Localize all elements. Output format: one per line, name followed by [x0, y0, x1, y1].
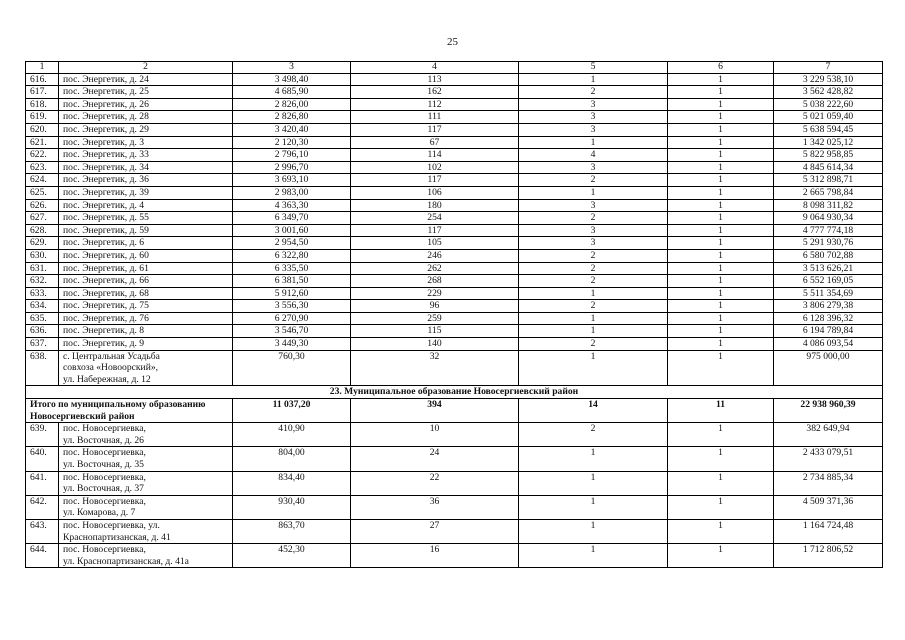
col5-cell: 2 — [519, 275, 668, 288]
cost-cell: 4 845 614,34 — [774, 161, 883, 174]
table-row — [26, 338, 883, 351]
address-cell-line: пос. Новосергиевка, — [63, 495, 146, 507]
col6-cell: 1 — [668, 73, 774, 86]
table-row — [26, 86, 883, 99]
col6-cell: 1 — [668, 544, 774, 568]
column-number: 4 — [351, 62, 519, 74]
residents-cell: 117 — [351, 123, 519, 136]
row-number: 629. — [26, 237, 59, 250]
col6-cell: 1 — [668, 212, 774, 225]
col5-cell: 3 — [519, 237, 668, 250]
col5-cell: 2 — [519, 174, 668, 187]
area-cell: 863,70 — [233, 519, 351, 543]
address-cell: пос. Энергетик, д. 28 — [59, 111, 233, 124]
area-cell: 6 349,70 — [233, 212, 351, 225]
col5-cell: 1 — [519, 544, 668, 568]
row-number: 619. — [26, 111, 59, 124]
column-number: 3 — [233, 62, 351, 74]
table-row — [26, 123, 883, 136]
cost-cell: 975 000,00 — [774, 350, 883, 386]
cost-cell: 5 021 059,40 — [774, 111, 883, 124]
residents-cell: 254 — [351, 212, 519, 225]
residents-cell: 140 — [351, 338, 519, 351]
cost-cell: 1 712 806,52 — [774, 544, 883, 568]
address-cell: пос. Энергетик, д. 24 — [59, 73, 233, 86]
address-cell: пос. Энергетик, д. 34 — [59, 161, 233, 174]
col6-cell: 1 — [668, 300, 774, 313]
row-number: 620. — [26, 123, 59, 136]
area-cell: 2 796,10 — [233, 149, 351, 162]
cost-cell: 3 513 626,21 — [774, 262, 883, 275]
col6-cell: 1 — [668, 249, 774, 262]
col5-cell: 2 — [519, 212, 668, 225]
total-col5: 14 — [519, 399, 668, 423]
row-number: 618. — [26, 98, 59, 111]
cost-cell: 5 822 958,85 — [774, 149, 883, 162]
residents-cell: 246 — [351, 249, 519, 262]
address-cell-line: ул. Восточная, д. 26 — [63, 434, 144, 446]
residents-cell: 162 — [351, 86, 519, 99]
cost-cell: 9 064 930,34 — [774, 212, 883, 225]
table-row — [26, 212, 883, 225]
residents-cell: 10 — [351, 423, 519, 447]
address-cell: пос. Энергетик, д. 33 — [59, 149, 233, 162]
address-cell: пос. Энергетик, д. 68 — [59, 287, 233, 300]
cost-cell: 6 552 169,05 — [774, 275, 883, 288]
address-cell-line: ул. Набережная, д. 12 — [63, 373, 151, 385]
row-number: 616. — [26, 73, 59, 86]
row-number: 636. — [26, 325, 59, 338]
area-cell: 3 001,60 — [233, 224, 351, 237]
section-title: 23. Муниципальное образование Новосергиевский район — [26, 386, 883, 399]
table-row — [26, 237, 883, 250]
cost-cell: 4 777 774,18 — [774, 224, 883, 237]
column-number: 5 — [519, 62, 668, 74]
total-residents: 394 — [351, 399, 519, 423]
col5-cell: 1 — [519, 350, 668, 386]
address-cell-line: Краснопартизанская, д. 41 — [63, 531, 171, 543]
col6-cell: 1 — [668, 471, 774, 495]
col6-cell: 1 — [668, 86, 774, 99]
table-row — [26, 224, 883, 237]
residents-cell: 22 — [351, 471, 519, 495]
address-cell-line: ул. Восточная, д. 35 — [63, 459, 144, 470]
row-number: 623. — [26, 161, 59, 174]
row-number: 642. — [26, 495, 59, 519]
area-cell: 410,90 — [233, 423, 351, 447]
cost-cell: 2 665 798,84 — [774, 186, 883, 199]
section-row — [26, 386, 883, 399]
col6-cell: 1 — [668, 312, 774, 325]
row-number: 632. — [26, 275, 59, 288]
area-cell: 2 954,50 — [233, 237, 351, 250]
table-row — [26, 161, 883, 174]
residents-cell: 27 — [351, 519, 519, 543]
col6-cell: 1 — [668, 149, 774, 162]
row-number: 628. — [26, 224, 59, 237]
residents-cell: 229 — [351, 287, 519, 300]
cost-cell: 4 086 093,54 — [774, 338, 883, 351]
col6-cell: 1 — [668, 325, 774, 338]
col5-cell: 2 — [519, 262, 668, 275]
cost-cell: 5 291 930,76 — [774, 237, 883, 250]
col6-cell: 1 — [668, 186, 774, 199]
col6-cell: 1 — [668, 111, 774, 124]
residents-cell: 114 — [351, 149, 519, 162]
cost-cell: 4 509 371,36 — [774, 495, 883, 519]
address-cell: пос. Энергетик, д. 26 — [59, 98, 233, 111]
col6-cell: 1 — [668, 237, 774, 250]
residents-cell: 96 — [351, 300, 519, 313]
col5-cell: 1 — [519, 495, 668, 519]
residents-cell: 102 — [351, 161, 519, 174]
residents-cell: 67 — [351, 136, 519, 149]
address-cell: пос. Энергетик, д. 8 — [59, 325, 233, 338]
column-number: 1 — [26, 62, 59, 74]
row-number: 622. — [26, 149, 59, 162]
col5-cell: 3 — [519, 111, 668, 124]
table-row — [26, 136, 883, 149]
area-cell: 4 685,90 — [233, 86, 351, 99]
col6-cell: 1 — [668, 338, 774, 351]
area-cell: 834,40 — [233, 471, 351, 495]
residents-cell: 113 — [351, 73, 519, 86]
table-row — [26, 149, 883, 162]
cost-cell: 3 562 428,82 — [774, 86, 883, 99]
residents-cell: 24 — [351, 447, 519, 471]
total-area: 11 037,20 — [233, 399, 351, 423]
col6-cell: 1 — [668, 199, 774, 212]
area-cell: 4 363,30 — [233, 199, 351, 212]
cost-cell: 5 312 898,71 — [774, 174, 883, 187]
address-cell-line: совхоза «Новоорский», — [63, 362, 159, 374]
area-cell: 3 693,10 — [233, 174, 351, 187]
table-row — [26, 325, 883, 338]
total-cost: 22 938 960,39 — [774, 399, 883, 423]
address-cell: пос. Энергетик, д. 36 — [59, 174, 233, 187]
table-row — [26, 174, 883, 187]
total-row — [26, 399, 883, 423]
table-row — [26, 73, 883, 86]
area-cell: 5 912,60 — [233, 287, 351, 300]
col5-cell: 3 — [519, 199, 668, 212]
address-cell-line: ул. Комарова, д. 7 — [63, 507, 136, 519]
total-label-line: Итого по муниципальному образованию — [30, 399, 206, 411]
page-number: 25 — [447, 36, 458, 48]
col6-cell: 1 — [668, 262, 774, 275]
area-cell: 452,30 — [233, 544, 351, 568]
area-cell: 804,00 — [233, 447, 351, 471]
table-row — [26, 471, 883, 495]
residents-cell: 268 — [351, 275, 519, 288]
table-row — [26, 199, 883, 212]
col5-cell: 2 — [519, 338, 668, 351]
residents-cell: 105 — [351, 237, 519, 250]
address-cell — [59, 350, 233, 386]
col5-cell: 1 — [519, 447, 668, 471]
col5-cell: 3 — [519, 161, 668, 174]
address-cell-line: пос. Новосергиевка, ул. — [63, 519, 160, 531]
address-cell — [59, 423, 233, 447]
row-number: 621. — [26, 136, 59, 149]
col5-cell: 2 — [519, 423, 668, 447]
address-cell: пос. Энергетик, д. 9 — [59, 338, 233, 351]
residents-cell: 262 — [351, 262, 519, 275]
col6-cell: 1 — [668, 275, 774, 288]
row-number: 644. — [26, 544, 59, 568]
col6-cell: 1 — [668, 161, 774, 174]
register-table — [25, 61, 883, 568]
cost-cell: 2 734 885,34 — [774, 471, 883, 495]
address-cell-line: пос. Новосергиевка, — [63, 447, 146, 459]
col6-cell: 1 — [668, 98, 774, 111]
col5-cell: 2 — [519, 300, 668, 313]
address-cell — [59, 519, 233, 543]
col6-cell: 1 — [668, 447, 774, 471]
area-cell: 3 556,30 — [233, 300, 351, 313]
address-cell — [59, 544, 233, 568]
row-number: 633. — [26, 287, 59, 300]
col5-cell: 1 — [519, 73, 668, 86]
column-number-row — [26, 62, 883, 74]
area-cell: 930,40 — [233, 495, 351, 519]
residents-cell: 117 — [351, 174, 519, 187]
cost-cell: 1 164 724,48 — [774, 519, 883, 543]
cost-cell: 3 229 538,10 — [774, 73, 883, 86]
address-cell: пос. Энергетик, д. 55 — [59, 212, 233, 225]
area-cell: 3 498,40 — [233, 73, 351, 86]
residents-cell: 115 — [351, 325, 519, 338]
area-cell: 6 381,50 — [233, 275, 351, 288]
area-cell: 2 826,80 — [233, 111, 351, 124]
residents-cell: 112 — [351, 98, 519, 111]
cost-cell: 8 098 311,82 — [774, 199, 883, 212]
area-cell: 3 449,30 — [233, 338, 351, 351]
row-number: 631. — [26, 262, 59, 275]
table-row — [26, 423, 883, 447]
row-number: 641. — [26, 471, 59, 495]
address-cell: пос. Энергетик, д. 4 — [59, 199, 233, 212]
address-cell: пос. Энергетик, д. 59 — [59, 224, 233, 237]
area-cell: 6 270,90 — [233, 312, 351, 325]
residents-cell: 36 — [351, 495, 519, 519]
address-cell: пос. Энергетик, д. 39 — [59, 186, 233, 199]
table-row — [26, 544, 883, 568]
table-row — [26, 447, 883, 471]
col6-cell: 1 — [668, 423, 774, 447]
col5-cell: 3 — [519, 98, 668, 111]
address-cell-line: пос. Новосергиевка, — [63, 471, 146, 483]
cost-cell: 6 580 702,88 — [774, 249, 883, 262]
residents-cell: 111 — [351, 111, 519, 124]
col6-cell: 1 — [668, 224, 774, 237]
cost-cell: 5 638 594,45 — [774, 123, 883, 136]
cost-cell: 6 194 789,84 — [774, 325, 883, 338]
row-number: 617. — [26, 86, 59, 99]
address-cell: пос. Энергетик, д. 29 — [59, 123, 233, 136]
area-cell: 2 996,70 — [233, 161, 351, 174]
col6-cell: 1 — [668, 495, 774, 519]
address-cell: пос. Энергетик, д. 3 — [59, 136, 233, 149]
area-cell: 6 322,80 — [233, 249, 351, 262]
row-number: 639. — [26, 423, 59, 447]
col5-cell: 1 — [519, 186, 668, 199]
cost-cell: 382 649,94 — [774, 423, 883, 447]
address-cell-line: ул. Восточная, д. 37 — [63, 483, 144, 495]
address-cell-line: пос. Новосергиевка, — [63, 423, 146, 435]
row-number: 635. — [26, 312, 59, 325]
residents-cell: 259 — [351, 312, 519, 325]
table-row — [26, 249, 883, 262]
address-cell — [59, 495, 233, 519]
col5-cell: 2 — [519, 249, 668, 262]
table-row — [26, 495, 883, 519]
total-label-line: Новосергиевский район — [30, 410, 135, 422]
address-cell: пос. Энергетик, д. 25 — [59, 86, 233, 99]
row-number: 627. — [26, 212, 59, 225]
area-cell: 3 546,70 — [233, 325, 351, 338]
col6-cell: 1 — [668, 123, 774, 136]
row-number: 638. — [26, 350, 59, 386]
row-number: 630. — [26, 249, 59, 262]
table-row — [26, 519, 883, 543]
residents-cell: 180 — [351, 199, 519, 212]
address-cell-line: с. Центральная Усадьба — [63, 350, 160, 362]
residents-cell: 117 — [351, 224, 519, 237]
address-cell-line: пос. Новосергиевка, — [63, 544, 146, 556]
table-row — [26, 186, 883, 199]
address-cell — [59, 447, 233, 471]
column-number: 6 — [668, 62, 774, 74]
address-cell: пос. Энергетик, д. 75 — [59, 300, 233, 313]
residents-cell: 32 — [351, 350, 519, 386]
col6-cell: 1 — [668, 174, 774, 187]
cost-cell: 2 433 079,51 — [774, 447, 883, 471]
table-row — [26, 111, 883, 124]
address-cell: пос. Энергетик, д. 61 — [59, 262, 233, 275]
table-row — [26, 312, 883, 325]
area-cell: 3 420,40 — [233, 123, 351, 136]
row-number: 624. — [26, 174, 59, 187]
address-cell: пос. Энергетик, д. 76 — [59, 312, 233, 325]
cost-cell: 1 342 025,12 — [774, 136, 883, 149]
table-row — [26, 275, 883, 288]
table-row — [26, 350, 883, 386]
address-cell: пос. Энергетик, д. 60 — [59, 249, 233, 262]
row-number: 634. — [26, 300, 59, 313]
col6-cell: 1 — [668, 519, 774, 543]
row-number: 626. — [26, 199, 59, 212]
col5-cell: 3 — [519, 224, 668, 237]
col5-cell: 2 — [519, 86, 668, 99]
address-cell — [59, 471, 233, 495]
total-col6: 11 — [668, 399, 774, 423]
col5-cell: 1 — [519, 519, 668, 543]
row-number: 640. — [26, 447, 59, 471]
residents-cell: 106 — [351, 186, 519, 199]
column-number: 7 — [774, 62, 883, 74]
address-cell-line: ул. Краснопартизанская, д. 41а — [63, 555, 189, 567]
row-number: 625. — [26, 186, 59, 199]
area-cell: 2 983,00 — [233, 186, 351, 199]
table-row — [26, 262, 883, 275]
col5-cell: 1 — [519, 325, 668, 338]
col5-cell: 1 — [519, 471, 668, 495]
area-cell: 2 120,30 — [233, 136, 351, 149]
col6-cell: 1 — [668, 136, 774, 149]
address-cell: пос. Энергетик, д. 66 — [59, 275, 233, 288]
cost-cell: 5 038 222,60 — [774, 98, 883, 111]
col5-cell: 1 — [519, 136, 668, 149]
table-row — [26, 287, 883, 300]
row-number: 643. — [26, 519, 59, 543]
area-cell: 2 826,00 — [233, 98, 351, 111]
table-row — [26, 98, 883, 111]
row-number: 637. — [26, 338, 59, 351]
total-label — [26, 399, 233, 423]
residents-cell: 16 — [351, 544, 519, 568]
column-number: 2 — [59, 62, 233, 74]
address-cell: пос. Энергетик, д. 6 — [59, 237, 233, 250]
table-row — [26, 300, 883, 313]
col5-cell: 3 — [519, 123, 668, 136]
cost-cell: 3 806 279,38 — [774, 300, 883, 313]
col5-cell: 1 — [519, 312, 668, 325]
col5-cell: 1 — [519, 287, 668, 300]
cost-cell: 5 511 354,69 — [774, 287, 883, 300]
col6-cell: 1 — [668, 350, 774, 386]
col6-cell: 1 — [668, 287, 774, 300]
cost-cell: 6 128 396,32 — [774, 312, 883, 325]
area-cell: 6 335,50 — [233, 262, 351, 275]
area-cell: 760,30 — [233, 350, 351, 386]
col5-cell: 4 — [519, 149, 668, 162]
